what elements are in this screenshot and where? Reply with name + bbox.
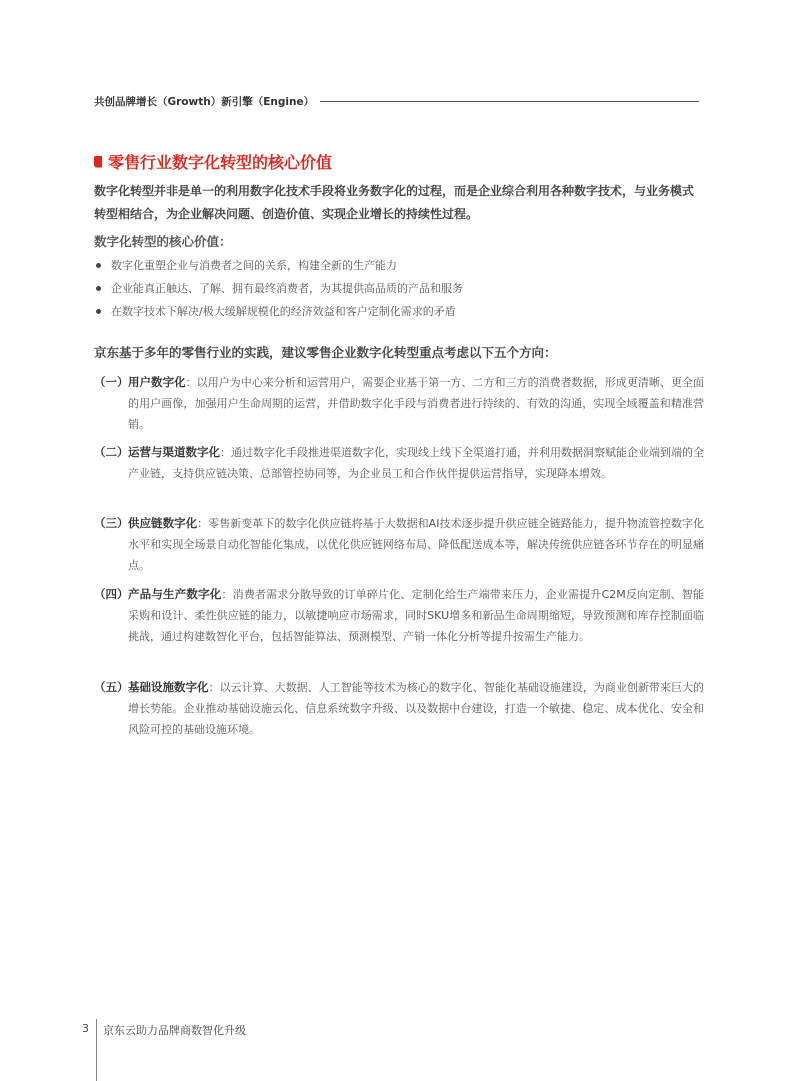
direction-item	[94, 442, 704, 484]
list-item-text: 企业能真正触达、了解、拥有最终消费者，为其提供高品质的产品和服务	[111, 282, 463, 295]
values-list	[94, 254, 700, 323]
header-title: 共创品牌增长（Growth）新引擎（Engine）	[94, 95, 315, 108]
direction-text: ：以用户为中心来分析和运营用户，需要企业基于第一方、二方和三方的消费者数据，形成更清晰、更全面的用户画像，加强用户生命周期的运营，并借助数字化手段与消费者进行持续的、有效的沟通，实现全域覆盖和精准营销。	[128, 376, 705, 431]
direction-item	[94, 677, 704, 740]
section-title-text: 零售行业数字化转型的核心价值	[108, 153, 333, 172]
directions-heading: 京东基于多年的零售行业的实践，建议零售企业数字化转型重点考虑以下五个方向：	[94, 345, 557, 360]
footer-title: 京东云助力品牌商数智化升级	[103, 1024, 246, 1037]
direction-number: （四）	[94, 587, 129, 601]
direction-item	[94, 372, 704, 435]
direction-name: 供应链数字化	[128, 516, 198, 530]
direction-number: （一）	[94, 375, 129, 389]
page-footer	[82, 1019, 246, 1079]
direction-body	[128, 513, 704, 576]
direction-body	[128, 677, 704, 740]
direction-name: 产品与生产数字化	[128, 587, 222, 601]
direction-text: ：零售新变革下的数字化供应链将基于大数据和AI技术逐步提升供应链全链路能力，提升物流管控数字化水平和实现全场景自动化智能化集成，以优化供应链网络布局、降低配送成本等，解决传统供应链各环节存在的明显痛点。	[128, 517, 705, 572]
page-header	[94, 93, 699, 109]
header-rule	[320, 101, 699, 102]
direction-number: （二）	[94, 445, 129, 459]
list-item-text: 在数字技术下解决/极大缓解规模化的经济效益和客户定制化需求的矛盾	[111, 305, 456, 318]
list-item-text: 数字化重塑企业与消费者之间的关系，构建全新的生产能力	[111, 259, 397, 272]
direction-name: 用户数字化	[128, 375, 186, 389]
direction-text: ：消费者需求分散导致的订单碎片化、定制化给生产端带来压力，企业需提升C2M反向定制、智能采购和设计、柔性供应链的能力，以敏捷响应市场需求，同时SKU增多和新品生命周期缩短，导致预测和库存控制面临挑战，通过构建数智化平台，包括智能算法、预测模型、产销一体化分析等提升按需生产能力。	[128, 588, 705, 643]
page-number: 3	[82, 1022, 89, 1035]
values-heading: 数字化转型的核心价值：	[94, 234, 232, 249]
direction-text: ：通过数字化手段推进渠道数字化，实现线上线下全渠道打通，并利用数据洞察赋能企业端到端的全产业链，支持供应链决策、总部管控协同等，为企业员工和合作伙伴提供运营指导，实现降本增效。	[128, 446, 704, 480]
list-item	[94, 254, 700, 277]
direction-body	[128, 372, 704, 435]
bullet-icon	[96, 286, 101, 291]
direction-item	[94, 584, 704, 647]
list-item	[94, 277, 700, 300]
direction-item	[94, 513, 704, 576]
direction-name: 运营与渠道数字化	[128, 445, 220, 459]
footer-rule	[96, 1019, 97, 1081]
section-title	[94, 150, 332, 173]
direction-body	[128, 442, 704, 484]
bullet-icon	[96, 263, 101, 268]
direction-name: 基础设施数字化	[128, 680, 209, 694]
intro-paragraph: 数字化转型并非是单一的利用数字化技术手段将业务数字化的过程，而是企业综合利用各种数字技术，与业务模式转型相结合，为企业解决问题、创造价值、实现企业增长的持续性过程。	[94, 184, 695, 221]
list-item	[94, 300, 700, 323]
bullet-icon	[96, 309, 101, 314]
direction-number: （五）	[94, 680, 129, 694]
direction-number: （三）	[94, 516, 129, 530]
direction-body	[128, 584, 704, 647]
direction-text: ：以云计算、大数据、人工智能等技术为核心的数字化、智能化基础设施建设，为商业创新带来巨大的增长势能。企业推动基础设施云化、信息系统数字升级、以及数据中台建设，打造一个敏捷、稳定、成本优化、安全和风险可控的基础设施环境。	[128, 681, 705, 736]
bookmark-icon	[94, 156, 102, 168]
